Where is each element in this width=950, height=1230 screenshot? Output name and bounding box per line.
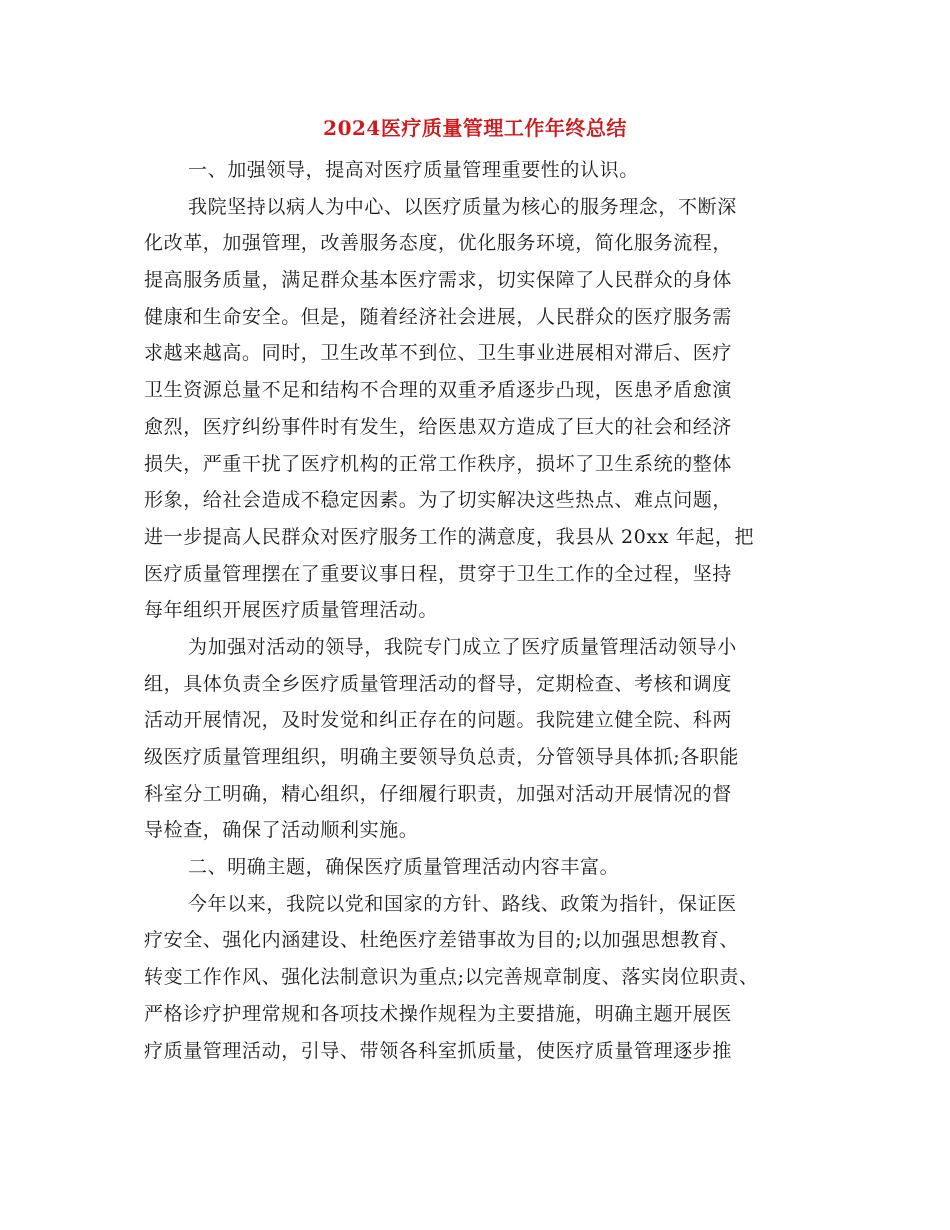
body-line: 转变工作作风、强化法制意识为重点;以完善规章制度、落实岗位职责、 — [144, 966, 759, 989]
body-line: 健康和生命安全。但是，随着经济社会进展，人民群众的医疗服务需 — [144, 305, 733, 328]
body-line: 化改革，加强管理，改善服务态度，优化服务环境，简化服务流程， — [144, 232, 733, 255]
body-line: 导检查，确保了活动顺利实施。 — [144, 819, 419, 842]
body-line: 求越来越高。同时，卫生改革不到位、卫生事业进展相对滞后、医疗 — [144, 342, 733, 365]
body-line: 二、明确主题，确保医疗质量管理活动内容丰富。 — [188, 856, 620, 879]
body-line: 我院坚持以病人为中心、以医疗质量为核心的服务理念，不断深 — [188, 195, 737, 218]
body-line: 一、加强领导，提高对医疗质量管理重要性的认识。 — [188, 159, 639, 181]
body-line: 提高服务质量，满足群众基本医疗需求，切实保障了人民群众的身体 — [144, 269, 733, 292]
body-line: 卫生资源总量不足和结构不合理的双重矛盾逐步凸现，医患矛盾愈演 — [144, 379, 733, 402]
body-line: 严格诊疗护理常规和各项技术操作规程为主要措施，明确主题开展医 — [144, 1002, 733, 1025]
body-line: 医疗质量管理摆在了重要议事日程，贯穿于卫生工作的全过程，坚持 — [144, 562, 733, 585]
body-line: 组，具体负责全乡医疗质量管理活动的督导，定期检查、考核和调度 — [144, 672, 733, 695]
body-line: 今年以来，我院以党和国家的方针、路线、政策为指针，保证医 — [188, 892, 737, 915]
body-line: 活动开展情况，及时发觉和纠正存在的问题。我院建立健全院、科两 — [144, 709, 733, 732]
body-line: 进一步提高人民群众对医疗服务工作的满意度，我县从 20xx 年起，把 — [144, 525, 755, 548]
body-line: 损失，严重干扰了医疗机构的正常工作秩序，损坏了卫生系统的整体 — [144, 452, 733, 475]
body-line: 疗质量管理活动，引导、带领各科室抓质量，使医疗质量管理逐步推 — [144, 1039, 733, 1062]
body-line: 科室分工明确，精心组织，仔细履行职责，加强对活动开展情况的督 — [144, 782, 733, 805]
document-body — [144, 152, 824, 1069]
body-line: 每年组织开展医疗质量管理活动。 — [144, 599, 439, 622]
document-title: 2024医疗质量管理工作年终总结 — [323, 116, 627, 140]
body-line: 级医疗质量管理组织，明确主要领导负总责，分管领导具体抓;各职能 — [144, 746, 740, 768]
body-line: 形象，给社会造成不稳定因素。为了切实解决这些热点、难点问题， — [144, 489, 733, 512]
body-line: 疗安全、强化内涵建设、杜绝医疗差错事故为目的;以加强思想教育、 — [144, 929, 740, 952]
body-line: 为加强对活动的领导，我院专门成立了医疗质量管理活动领导小 — [188, 635, 737, 658]
body-line: 愈烈，医疗纠纷事件时有发生，给医患双方造成了巨大的社会和经济 — [144, 415, 733, 438]
